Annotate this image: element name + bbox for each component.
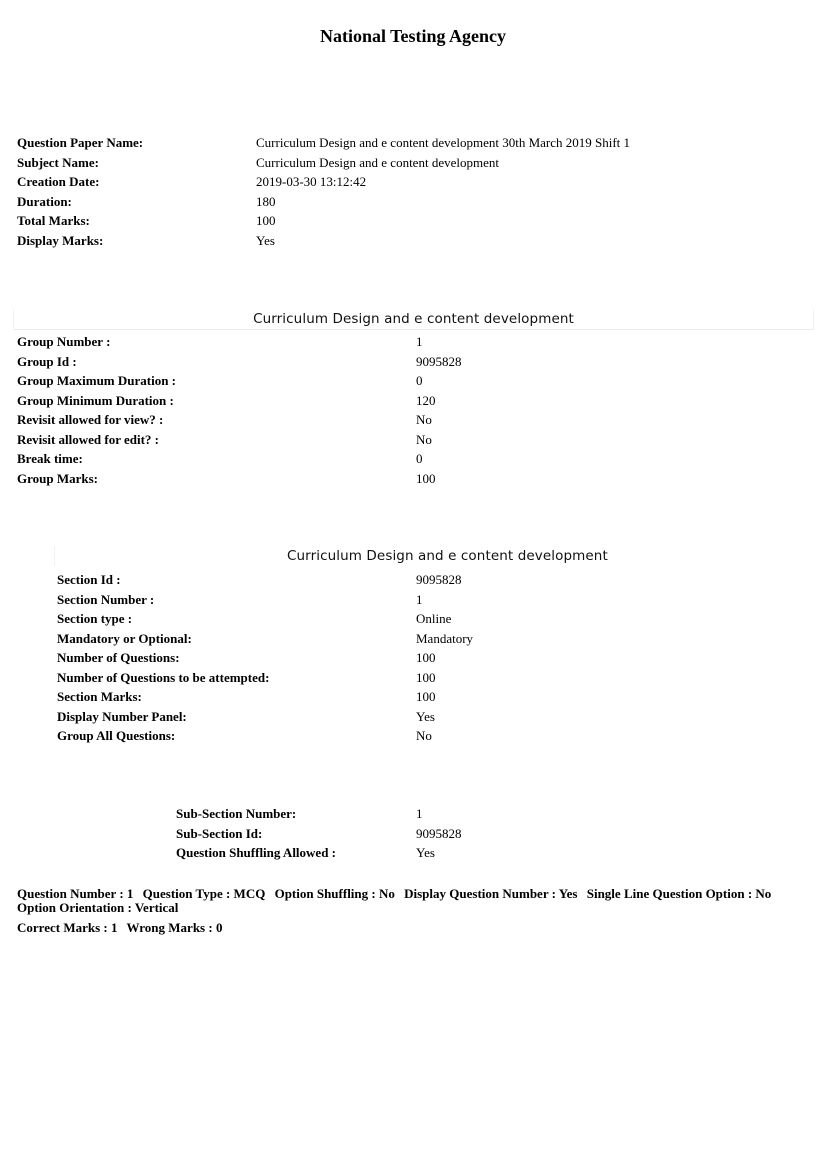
field-value: 2019-03-30 13:12:42 [256,174,367,189]
section-type-row [57,609,797,629]
revisit-edit-row [17,430,797,450]
subsection-number-row [176,804,796,824]
mandatory-row [57,629,797,649]
field-label: Duration: [17,193,72,209]
question-type: Question Type : MCQ [142,886,266,901]
section-number-row [57,590,797,610]
field-label: Break time: [17,451,83,466]
field-label: Sub-Section Id: [176,825,263,841]
field-label: Subject Name: [17,154,99,170]
group-info-table [17,332,797,488]
section-marks-row [57,687,797,707]
option-shuffling: Option Shuffling : No [274,886,395,901]
field-value: 9095828 [416,825,462,841]
field-label: Display Marks: [17,232,104,248]
section-heading-bar [54,546,826,566]
field-value: 100 [416,470,436,486]
paper-name-row [17,133,797,153]
option-orientation: Option Orientation : Vertical [17,900,179,915]
field-label: Group Id : [17,353,77,369]
subsection-info-table [176,804,796,863]
field-label: Group Marks: [17,470,99,486]
field-value: Curriculum Design and e content development [256,154,499,170]
revisit-view-row [17,410,797,430]
group-id-row [17,352,797,372]
question-number: Question Number : 1 [17,886,134,901]
group-marks-row [17,469,797,489]
field-label: Number of Questions: [57,650,180,665]
creation-date-row [17,172,797,192]
number-panel-row [57,707,797,727]
field-label: Group Maximum Duration : [17,373,177,388]
field-value: Yes [416,708,435,724]
group-number-row [17,332,797,352]
break-time-row [17,449,797,469]
field-value: 100 [416,650,436,665]
paper-info-table [17,133,797,250]
field-value: Yes [256,232,275,248]
field-value: 1 [416,334,423,349]
field-value: Online [416,611,452,626]
field-value: No [416,728,432,743]
page-title: National Testing Agency [319,26,507,46]
field-label: Total Marks: [17,213,90,228]
field-label: Group All Questions: [57,728,176,743]
field-value: Mandatory [416,630,474,646]
field-label: Revisit allowed for view? : [17,412,164,427]
field-label: Section Marks: [57,689,142,704]
field-value: 1 [416,806,423,821]
field-label: Creation Date: [17,174,100,189]
field-value: No [416,412,432,427]
field-label: Mandatory or Optional: [57,630,192,646]
wrong-marks: Wrong Marks : 0 [126,920,223,935]
field-label: Question Paper Name: [17,135,144,150]
num-questions-row [57,648,797,668]
num-attempted-row [57,668,797,688]
field-label: Number of Questions to be attempted: [57,669,270,685]
group-all-questions-row [57,726,797,746]
group-heading: Curriculum Design and e content development [13,309,814,330]
field-label: Question Shuffling Allowed : [176,845,337,860]
field-value: 100 [416,669,436,685]
field-value: 100 [256,213,276,228]
subject-name-row [17,153,797,173]
field-value: 0 [416,451,423,466]
single-line-question-option: Single Line Question Option : No [586,886,772,901]
question-info [17,887,809,915]
field-value: Curriculum Design and e content development 30th March 2019 Shift 1 [256,135,631,150]
field-value: 9095828 [416,353,462,369]
display-marks-row [17,231,797,251]
duration-row [17,192,797,212]
display-question-number: Display Question Number : Yes [404,886,578,901]
field-label: Group Minimum Duration : [17,392,174,408]
field-value: 180 [256,193,276,209]
field-value: 9095828 [416,572,462,587]
subsection-id-row [176,824,796,844]
section-id-row [57,570,797,590]
field-label: Section type : [57,611,133,626]
field-label: Section Number : [57,591,155,607]
correct-marks: Correct Marks : 1 [17,920,118,935]
field-value: No [416,431,432,447]
group-max-duration-row [17,371,797,391]
field-label: Section Id : [57,572,121,587]
total-marks-row [17,211,797,231]
field-label: Display Number Panel: [57,708,187,724]
field-value: 120 [416,392,436,408]
field-label: Sub-Section Number: [176,806,297,821]
field-value: 0 [416,373,423,388]
group-min-duration-row [17,391,797,411]
section-heading: Curriculum Design and e content development [287,548,608,564]
field-label: Revisit allowed for edit? : [17,431,160,447]
field-value: 100 [416,689,436,704]
question-shuffling-row [176,843,796,863]
field-value: Yes [416,845,435,860]
field-label: Group Number : [17,334,111,349]
marks-info [17,921,809,935]
field-value: 1 [416,591,423,607]
section-info-table [57,570,797,746]
